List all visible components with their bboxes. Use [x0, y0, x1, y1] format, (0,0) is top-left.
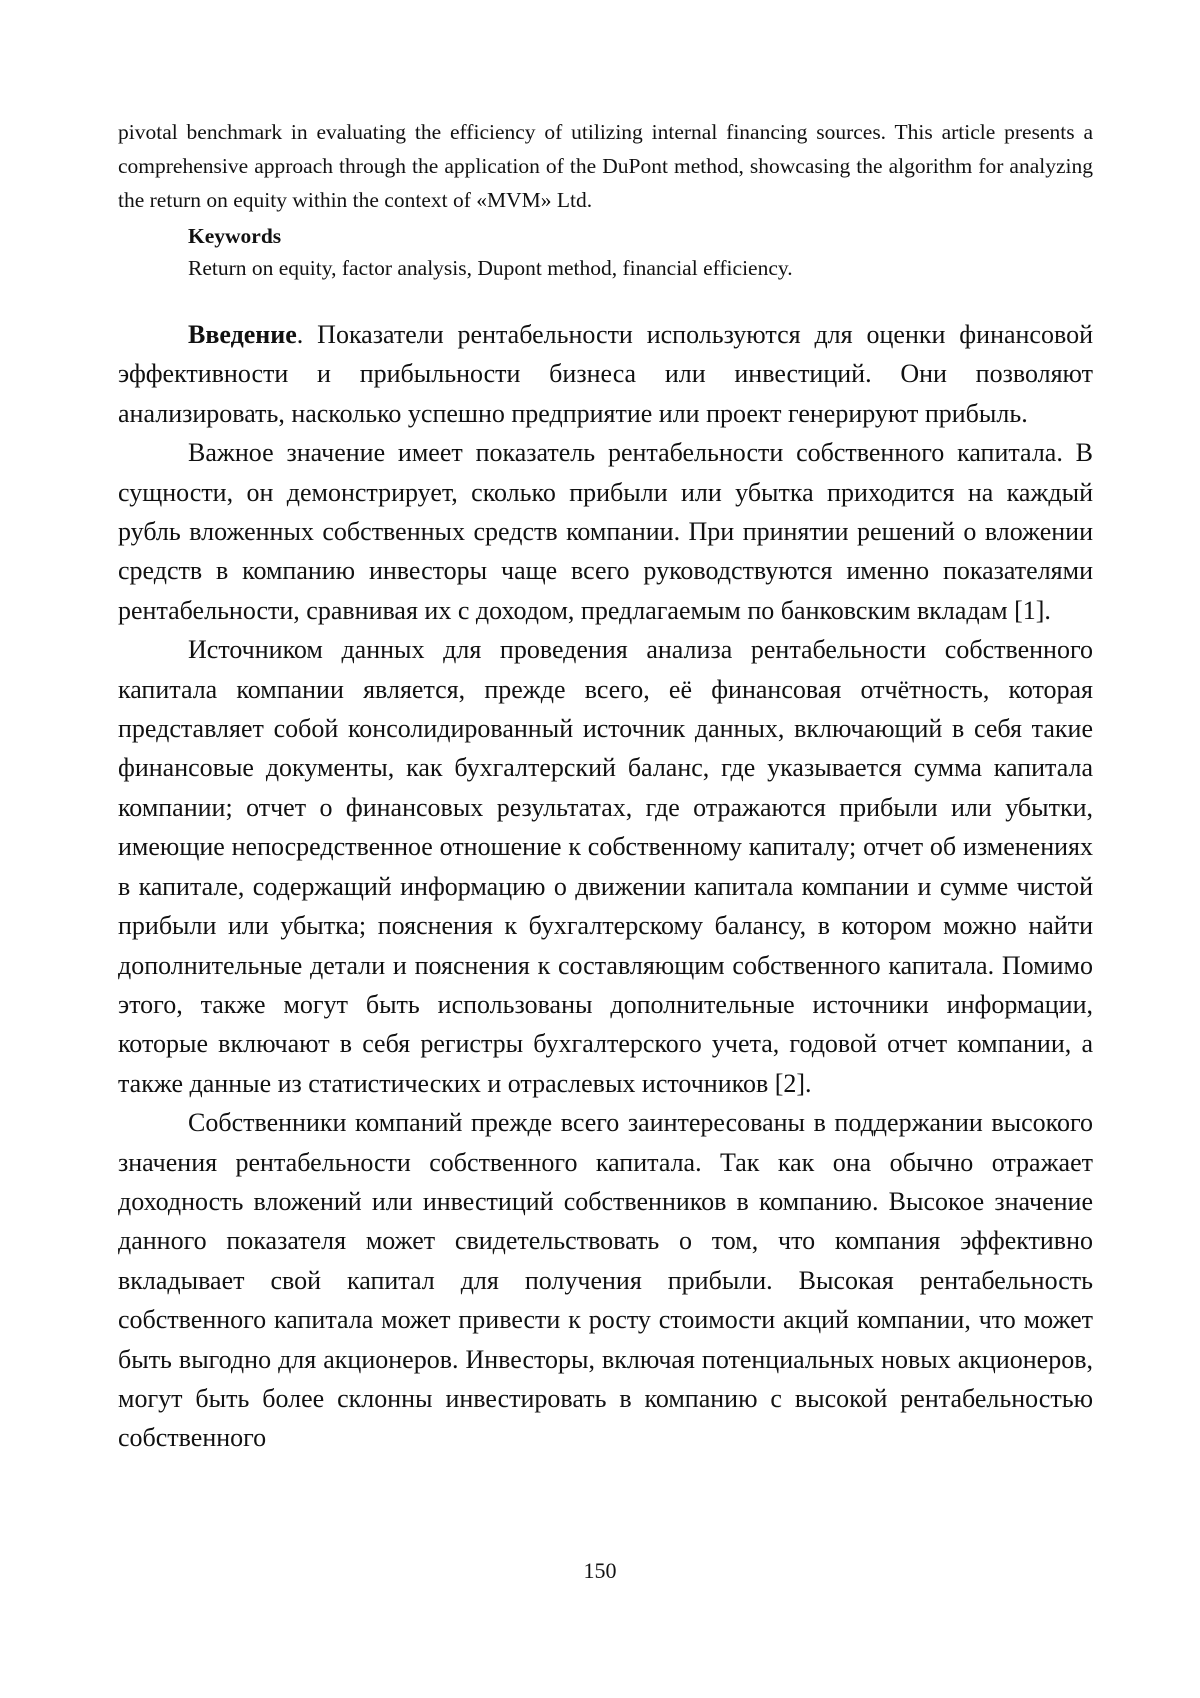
abstract-text: [118, 115, 1093, 217]
intro-text: . Показатели рентабельности используются для оценки финансовой эффективности и прибыльности бизнеса или инвестиций. Они позволяют анализировать, насколько успешно предприятие или проект генерируют прибыль.: [118, 320, 1093, 428]
article-body: [118, 315, 1093, 1458]
intro-heading: Введение: [188, 320, 297, 349]
abstract-paragraph: pivotal benchmark in evaluating the efficiency of utilizing internal financing sources. This article presents a comprehensive approach through the application of the DuPont method, showcasing the algorithm for analyzing the return on equity within the context of «MVM» Ltd.: [118, 120, 1093, 212]
body-paragraph: Источником данных для проведения анализа рентабельности собственного капитала компании является, прежде всего, её финансовая отчётность, которая представляет собой консолидированный источник данных, включающий в себя такие финансовые документы, как бухгалтерский баланс, где указывается сумма капитала компании; отчет о финансовых результатах, где отражаются прибыли или убытки, имеющие непосредственное отношение к собственному капиталу; отчет об изменениях в капитале, содержащий информацию о движении капитала компании и сумме чистой прибыли или убытка; пояснения к бухгалтерскому балансу, в котором можно найти дополнительные детали и пояснения к составляющим собственного капитала. Помимо этого, также могут быть использованы дополнительные источники информации, которые включают в себя регистры бухгалтерского учета, годовой отчет компании, а также данные из статистических и отраслевых источников [2].: [118, 635, 1093, 1098]
keywords-list: Return on equity, factor analysis, Dupont method, financial efficiency.: [188, 256, 793, 280]
intro-paragraph: [118, 315, 1093, 433]
keywords-heading: Keywords: [188, 224, 282, 248]
body-paragraph: Собственники компаний прежде всего заинтересованы в поддержании высокого значения рентабельности собственного капитала. Так как она обычно отражает доходность вложений или инвестиций собственников в компанию. Высокое значение данного показателя может свидетельствовать о том, что компания эффективно вкладывает свой капитал для получения прибыли. Высокая рентабельность собственного капитала может привести к росту стоимости акций компании, что может быть выгодно для акционеров. Инвесторы, включая потенциальных новых акционеров, могут быть более склонны инвестировать в компанию с высокой рентабельностью собственного: [118, 1108, 1093, 1453]
page-number: 150: [583, 1558, 617, 1583]
body-paragraph: Важное значение имеет показатель рентабельности собственного капитала. В сущности, он демонстрирует, сколько прибыли или убытка приходится на каждый рубль вложенных собственных средств компании. При принятии решений о вложении средств в компанию инвесторы чаще всего руководствуются именно показателями рентабельности, сравнивая их с доходом, предлагаемым по банковским вкладам [1].: [118, 438, 1093, 625]
